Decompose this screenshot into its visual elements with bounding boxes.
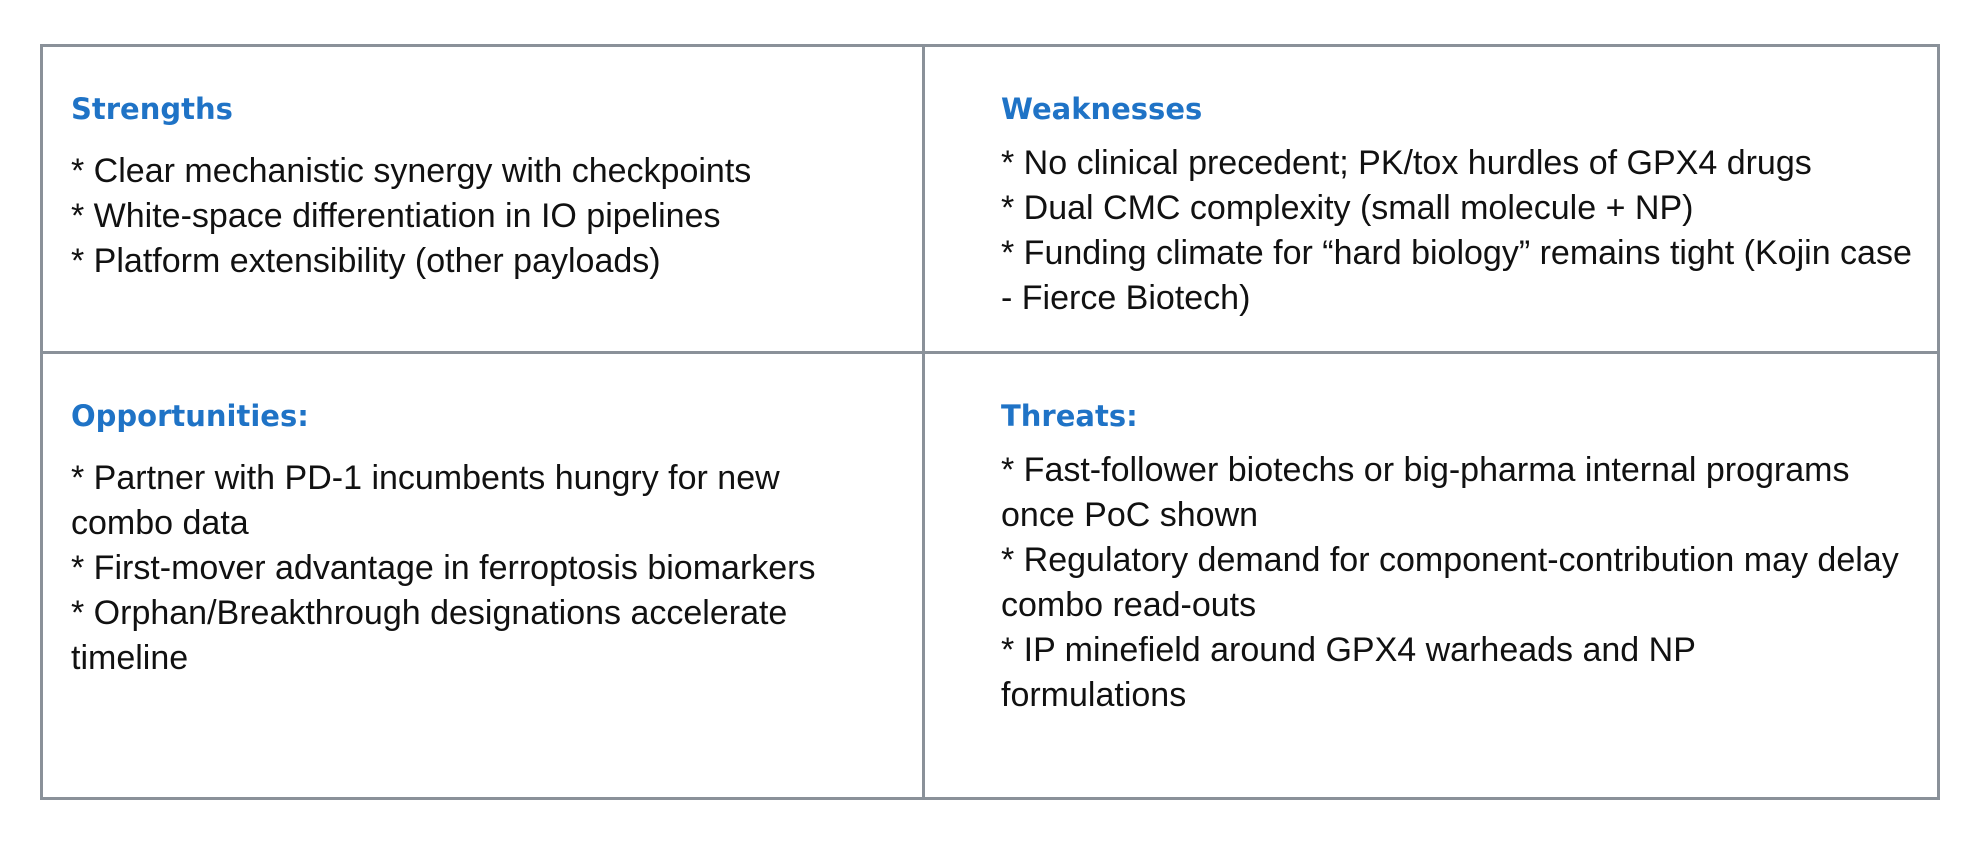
threats-heading: Threats: [1001,399,1138,433]
list-item: * Fast-follower biotechs or big-pharma internal programs once PoC shown [1001,451,1850,534]
weaknesses-cell [925,47,1937,354]
swot-table [40,44,1940,800]
opportunities-heading: Opportunities: [71,399,309,433]
strengths-list [71,149,902,284]
strengths-cell [43,47,925,354]
list-item: * Regulatory demand for component-contribution may delay combo read-outs [1001,541,1899,624]
list-item: * Partner with PD-1 incumbents hungry for new combo data [71,459,780,542]
threats-list [1001,448,1917,718]
weaknesses-list [1001,141,1917,321]
opportunities-list [71,456,902,681]
list-item: * Orphan/Breakthrough designations accelerate timeline [71,594,788,677]
list-item: * IP minefield around GPX4 warheads and NP formulations [1001,631,1696,714]
weaknesses-heading: Weaknesses [1001,92,1203,126]
opportunities-cell [43,354,925,797]
list-item: * No clinical precedent; PK/tox hurdles of GPX4 drugs [1001,144,1812,182]
list-item: * Platform extensibility (other payloads) [71,242,661,280]
list-item: * Dual CMC complexity (small molecule + NP) [1001,189,1694,227]
list-item: * Clear mechanistic synergy with checkpoints [71,152,752,190]
threats-cell [925,354,1937,797]
list-item: * White-space differentiation in IO pipelines [71,197,721,235]
strengths-heading: Strengths [71,92,233,126]
list-item: * First-mover advantage in ferroptosis biomarkers [71,549,816,587]
list-item: * Funding climate for “hard biology” remains tight (Kojin case - Fierce Biotech) [1001,234,1912,317]
